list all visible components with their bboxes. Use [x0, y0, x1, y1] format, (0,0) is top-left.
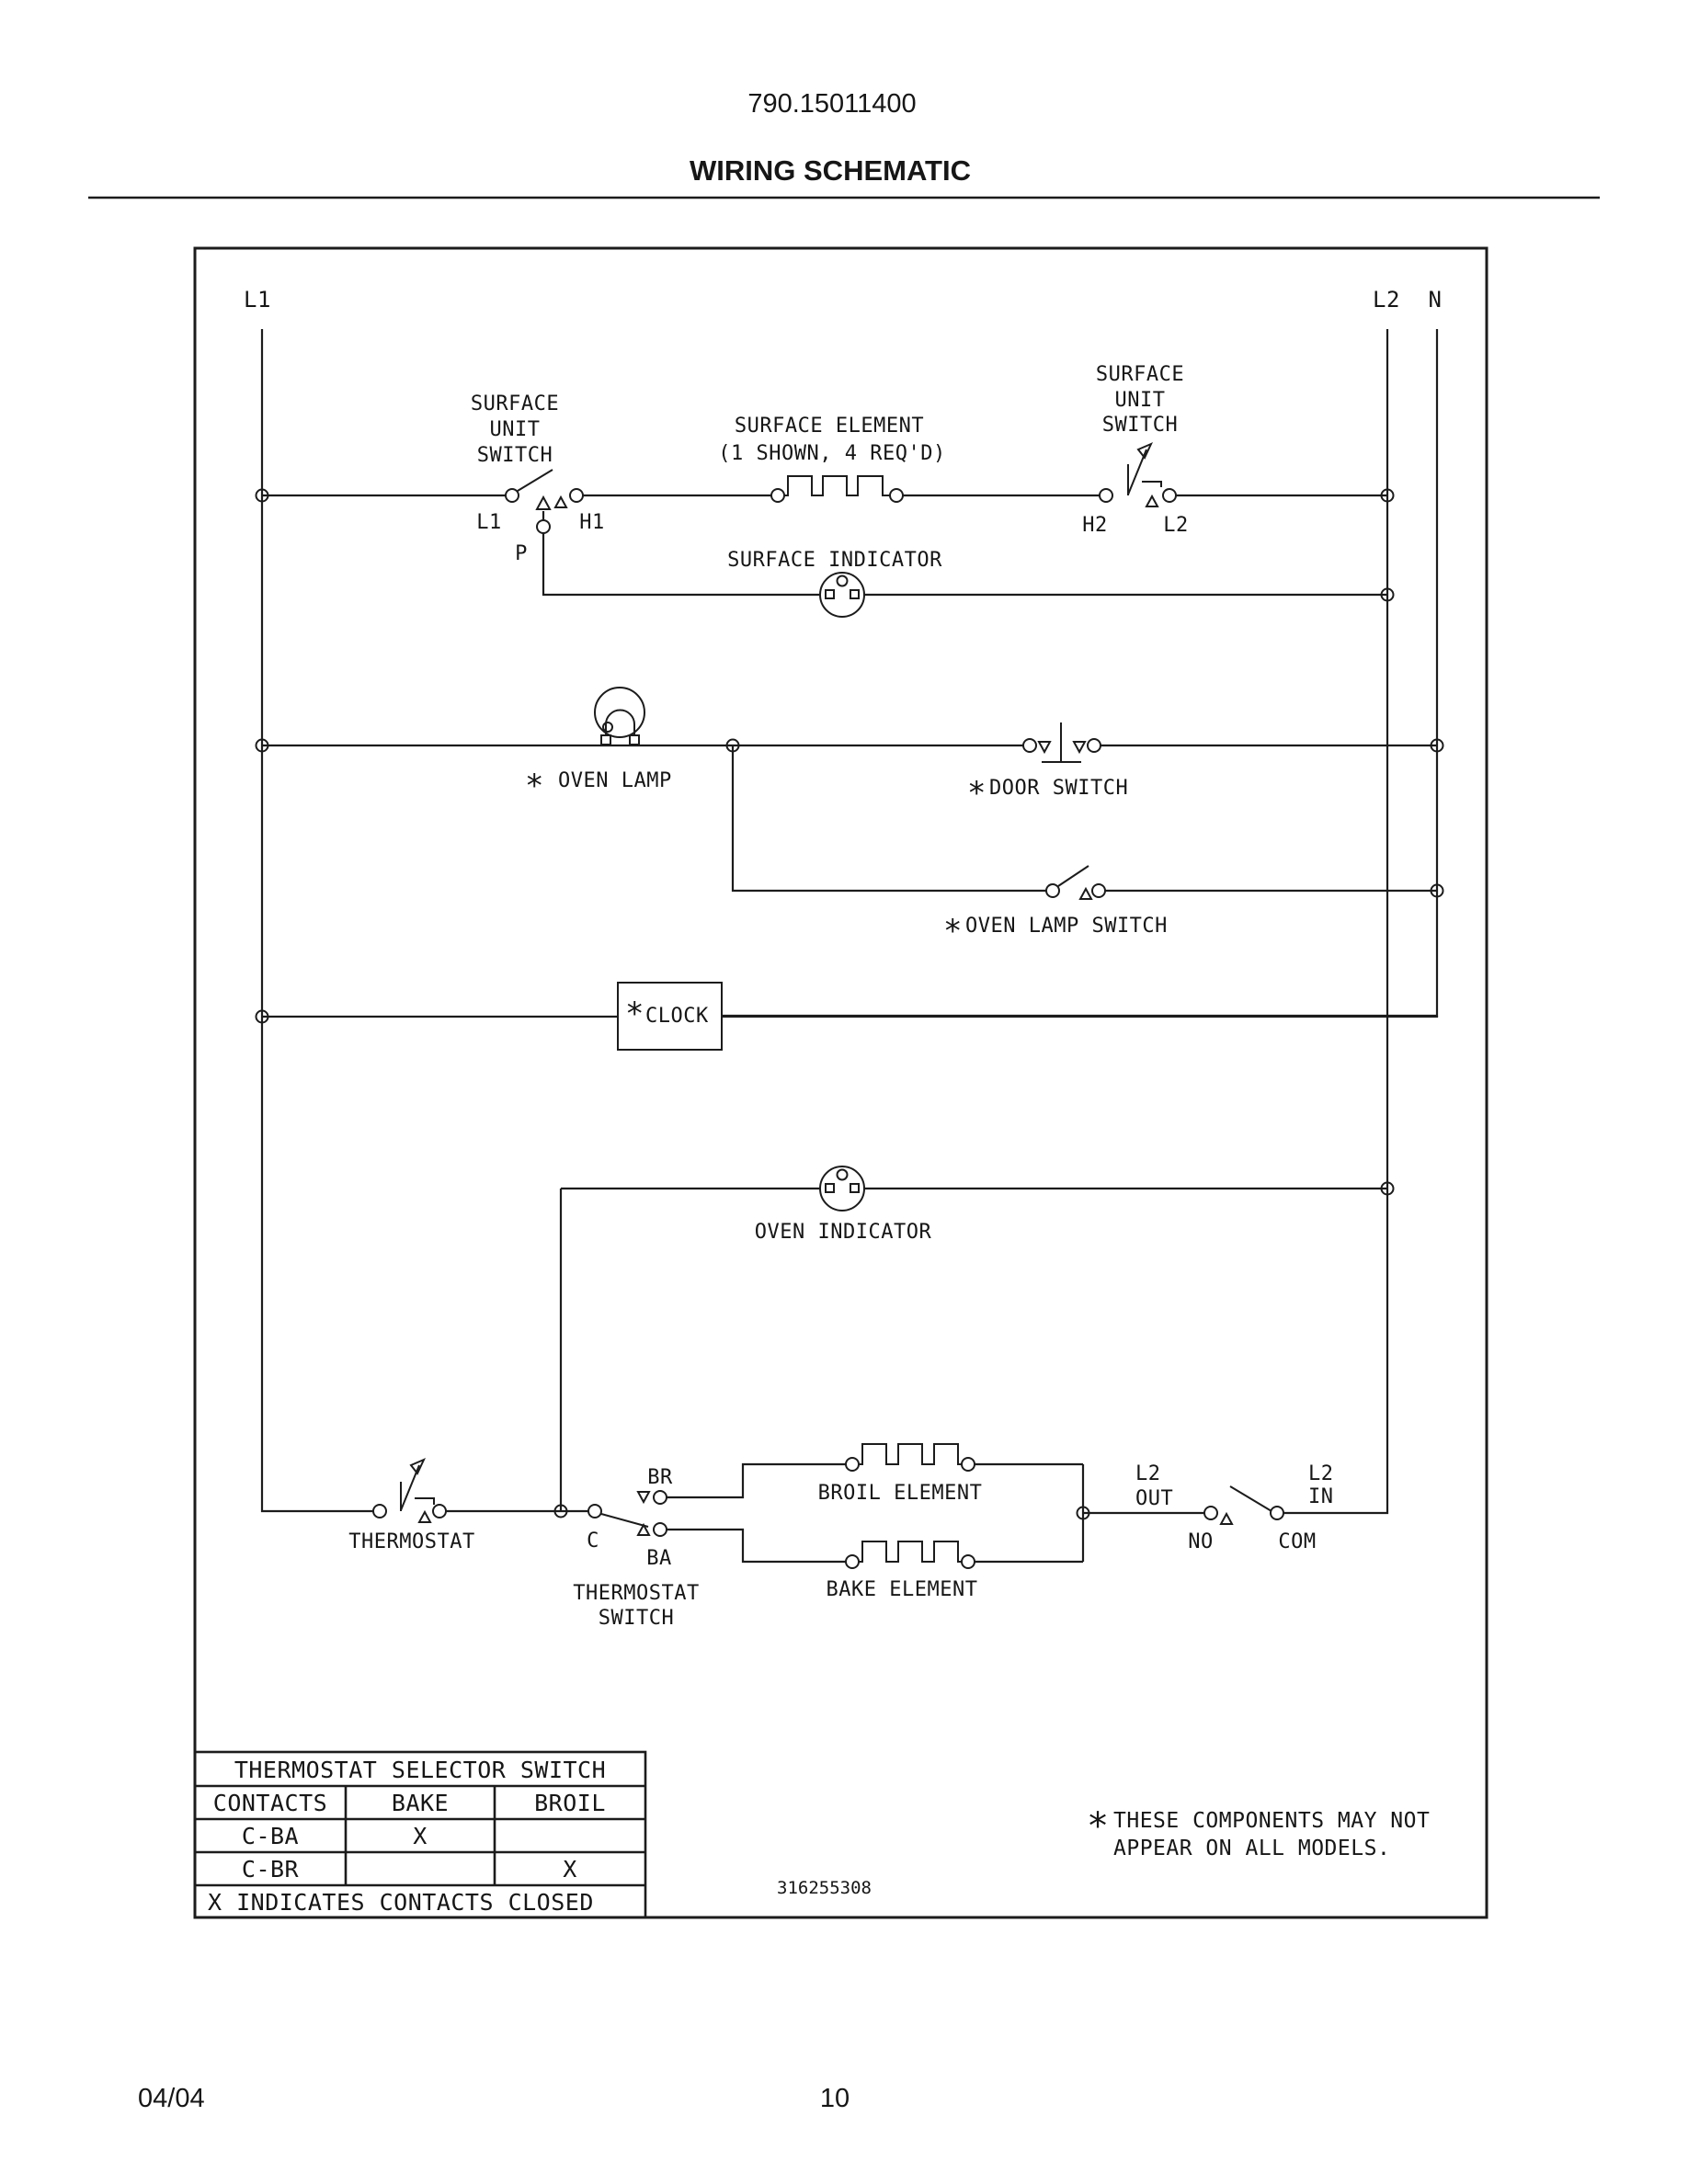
terminal-p: P [515, 542, 528, 565]
clock-label: CLOCK [645, 1005, 709, 1028]
surface-indicator-label: SURFACE INDICATOR [727, 549, 942, 572]
terminal-br: BR [647, 1466, 673, 1489]
table-header-contacts: CONTACTS [212, 1790, 328, 1816]
bus-l2-label: L2 [1373, 287, 1400, 313]
table-row-cbr-contact: C-BR [241, 1856, 300, 1883]
right-switch-label-1: SURFACE [1095, 363, 1185, 386]
thermostat-selector-table [195, 1752, 645, 1917]
wire-oven-lamp-row [262, 745, 1437, 891]
left-switch-label-1: SURFACE [470, 392, 560, 415]
note-asterisk: * [1087, 1805, 1110, 1848]
surface-unit-switch-left [506, 470, 583, 533]
thermostat-switch-symbol [588, 1491, 667, 1536]
thermostat-switch-label-1: THERMOSTAT [573, 1582, 700, 1605]
oven-indicator-label: OVEN INDICATOR [754, 1221, 932, 1244]
l2-out-label-1: L2 [1135, 1462, 1161, 1485]
footer-date: 04/04 [138, 2084, 205, 2113]
no-label: NO [1188, 1530, 1214, 1553]
bus-l1-label: L1 [244, 287, 271, 313]
door-switch-symbol [1023, 722, 1101, 762]
surface-element-label-1: SURFACE ELEMENT [734, 415, 925, 438]
clock-asterisk: * [625, 995, 644, 1032]
wire-l2-bus [1283, 329, 1387, 1513]
table-header-bake: BAKE [391, 1790, 450, 1816]
terminal-ba: BA [646, 1547, 672, 1570]
schematic-border [195, 248, 1487, 1917]
table-row-cbr-broil: X [563, 1856, 577, 1883]
broil-element-symbol [846, 1444, 975, 1471]
table-title: THERMOSTAT SELECTOR SWITCH [234, 1757, 607, 1783]
left-switch-label-2: UNIT [489, 418, 541, 441]
oven-lamp-switch-asterisk: * [943, 913, 963, 950]
surface-element-symbol [771, 476, 903, 502]
bus-n-label: N [1428, 287, 1443, 313]
wire-broil-bake-loop [667, 1464, 1204, 1562]
oven-lamp-switch-label: OVEN LAMP SWITCH [965, 915, 1168, 938]
part-number: 316255308 [777, 1878, 872, 1898]
terminal-h2: H2 [1082, 514, 1108, 537]
right-switch-label-3: SWITCH [1101, 414, 1179, 437]
no-com-switch-symbol [1204, 1486, 1283, 1524]
surface-element-label-2: (1 SHOWN, 4 REQ'D) [718, 442, 946, 465]
component-labels [348, 363, 1333, 1630]
terminal-h1: H1 [579, 511, 605, 534]
broil-element-label: BROIL ELEMENT [817, 1482, 983, 1505]
model-number: 790.15011400 [747, 89, 917, 119]
table-header-broil: BROIL [534, 1790, 606, 1816]
oven-indicator-symbol [820, 1166, 864, 1211]
bake-element-symbol [846, 1541, 975, 1568]
terminal-l2: L2 [1163, 514, 1189, 537]
oven-lamp-asterisk: * [525, 768, 544, 804]
table-row-cba-bake: X [413, 1823, 428, 1849]
table-row-cba-contact: C-BA [241, 1823, 300, 1849]
note-line-1: THESE COMPONENTS MAY NOT [1113, 1809, 1431, 1833]
thermostat-symbol [373, 1460, 446, 1522]
oven-lamp-label: OVEN LAMP [558, 769, 672, 792]
surface-indicator-symbol [820, 573, 864, 617]
oven-lamp-symbol [595, 688, 644, 745]
junction-dots [257, 490, 1443, 1519]
terminal-c: C [587, 1530, 599, 1553]
wire-l1-bus [262, 329, 373, 1511]
footer-page-number: 10 [819, 2084, 850, 2113]
l2-out-label-2: OUT [1135, 1487, 1174, 1510]
door-switch-label: DOOR SWITCH [989, 777, 1129, 800]
l2-in-label-2: IN [1308, 1485, 1334, 1508]
right-switch-label-2: UNIT [1114, 389, 1166, 412]
oven-lamp-switch-symbol [1046, 866, 1105, 899]
thermostat-switch-label-2: SWITCH [598, 1607, 675, 1630]
page-title: WIRING SCHEMATIC [690, 154, 971, 187]
door-switch-asterisk: * [967, 775, 987, 812]
com-label: COM [1278, 1530, 1317, 1553]
bake-element-label: BAKE ELEMENT [826, 1578, 978, 1601]
wire-clock-row [262, 1016, 1437, 1017]
wire-surface-indicator-row [543, 533, 1387, 595]
l2-in-label-1: L2 [1308, 1462, 1334, 1485]
surface-unit-switch-right [1100, 444, 1176, 506]
table-footnote: X INDICATES CONTACTS CLOSED [208, 1889, 594, 1916]
terminal-l1: L1 [476, 511, 502, 534]
thermostat-label: THERMOSTAT [348, 1530, 475, 1553]
note-line-2: APPEAR ON ALL MODELS. [1113, 1837, 1391, 1860]
left-switch-label-3: SWITCH [476, 444, 553, 467]
